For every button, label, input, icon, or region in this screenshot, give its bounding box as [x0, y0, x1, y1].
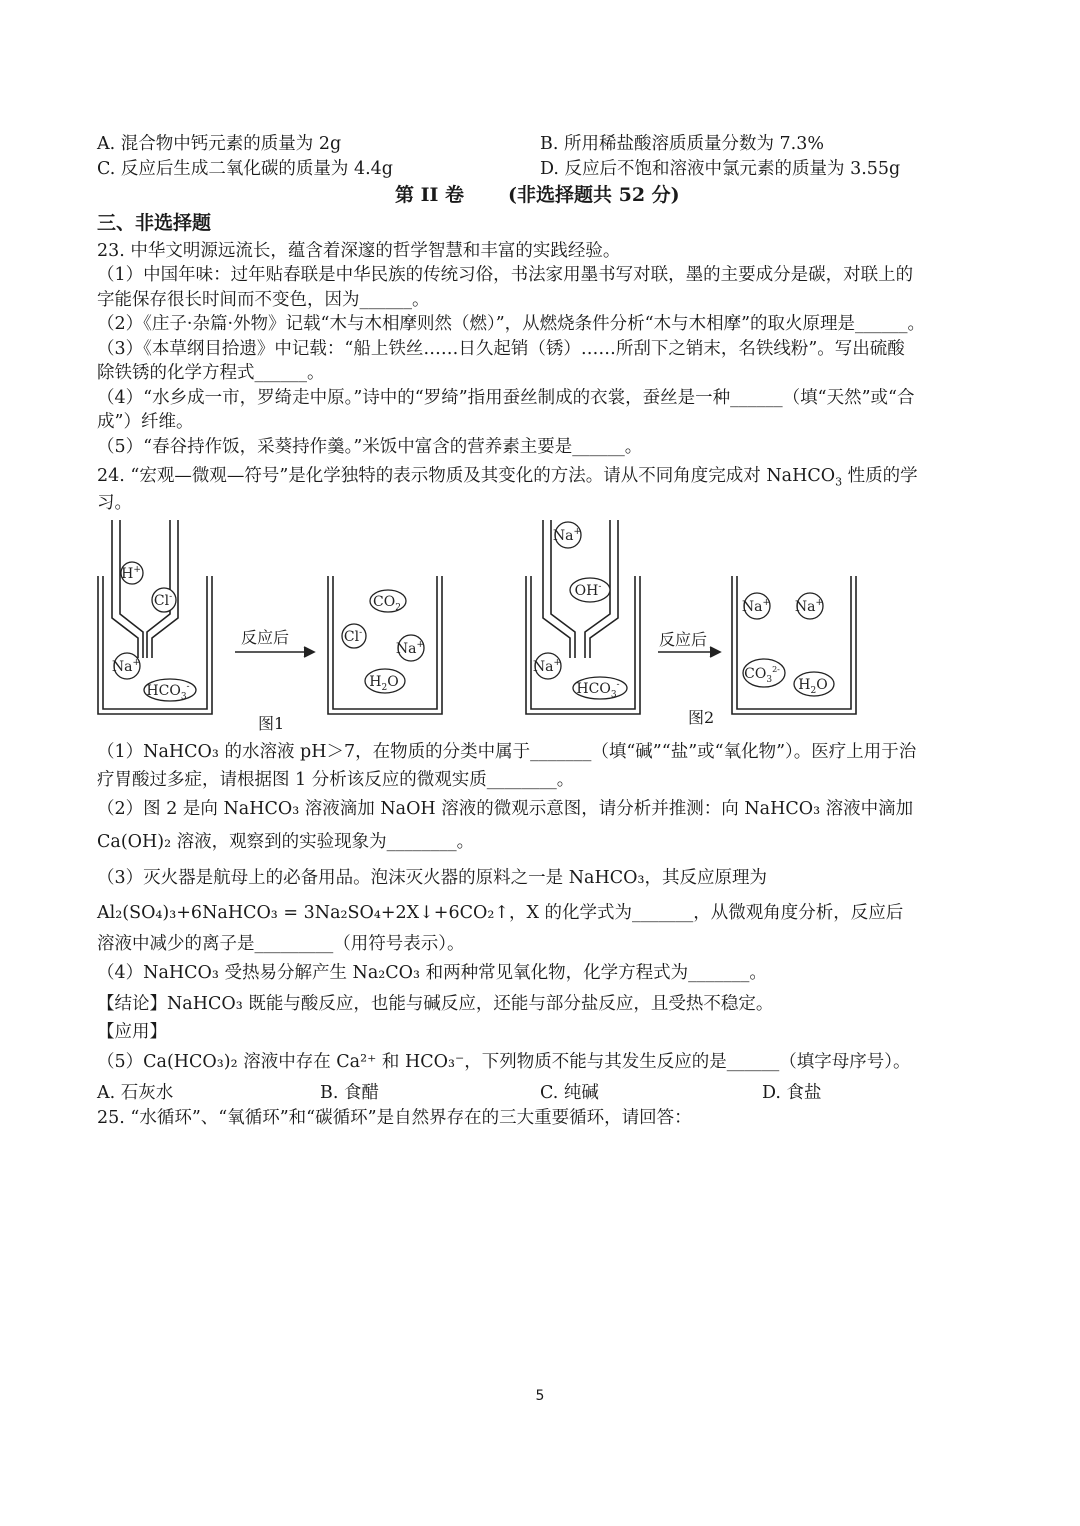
q24-p2-line1: （2）图 2 是向 NaHCO₃ 溶液滴加 NaOH 溶液的微观示意图，请分析并推测：向 NaHCO₃ 溶液中滴加: [97, 799, 914, 819]
q24-option-a: A. 石灰水: [97, 1083, 174, 1103]
section-title: 三、非选择题: [97, 212, 212, 234]
q24-p3-line1: （3）灭火器是航母上的必备用品。泡沫灭火器的原料之一是 NaHCO₃，其反应原理为: [97, 868, 767, 888]
fig2-ion-na-r2: Na+: [794, 598, 824, 615]
fig2-ion-na-r1: Na+: [741, 598, 771, 615]
volume-title: 第 II 卷: [395, 184, 465, 206]
q24-conclusion: 【结论】NaHCO₃ 既能与酸反应，也能与碱反应，还能与部分盐反应，且受热不稳定。: [97, 994, 774, 1014]
fig1-ion-na-2: Na+: [395, 640, 425, 657]
q23-p2: （2）《庄子·杂篇·外物》记载“木与木相摩则然（燃）”，从燃烧条件分析“木与木相摩”的取火原理是______。: [97, 314, 926, 334]
fig2-arrow-label: 反应后: [659, 630, 708, 649]
q24-p3-line3: 溶液中减少的离子是_________（用符号表示）。: [97, 934, 465, 954]
q24-stem-text: 24. “宏观—微观—符号”是化学独特的表示物质及其变化的方法。请从不同角度完成对 NaHCO: [97, 466, 836, 486]
fig1-ion-na: Na+: [111, 658, 141, 675]
fig1-caption: 图1: [258, 714, 285, 733]
option-a: A. 混合物中钙元素的质量为 2g: [97, 134, 342, 154]
fig1-mol-co2: $CO_2$: [373, 594, 401, 613]
volume-subtitle: (非选择题共 52 分): [508, 184, 680, 206]
q24-stem-sub: 3: [835, 475, 843, 489]
option-d: D. 反应后不饱和溶液中氯元素的质量为 3.55g: [540, 159, 901, 179]
option-c: C. 反应后生成二氧化碳的质量为 4.4g: [97, 159, 393, 179]
q24-stem-tail: 性质的学: [842, 466, 918, 486]
fig1-ion-cl-2: Cl-: [343, 628, 363, 645]
fig1-ion-cl: Cl-: [153, 592, 173, 609]
q23-p4-line1: （4）“水乡成一市，罗绮走中原。”诗中的“罗绮”指用蚕丝制成的衣裳，蚕丝是一种______（填“天然”或“合: [97, 388, 915, 408]
q24-stem-line2: 习。: [97, 493, 132, 513]
q23-stem: 23. 中华文明源远流长，蕴含着深邃的哲学智慧和丰富的实践经验。: [97, 241, 621, 261]
fig1-ion-h: H+: [121, 565, 141, 582]
fig2-ion-oh: OH-: [574, 582, 602, 599]
q24-option-c: C. 纯碱: [540, 1083, 599, 1103]
fig2-caption: 图2: [688, 708, 715, 727]
q23-p1-line1: （1）中国年味：过年贴春联是中华民族的传统习俗，书法家用墨书写对联，墨的主要成分是碳，对联上的: [97, 265, 914, 285]
q23-p5: （5）“春谷持作饭，采葵持作羹。”米饭中富含的营养素主要是______。: [97, 437, 643, 457]
fig1-ion-hco3: $HCO_3^-$: [146, 682, 190, 702]
q24-stem-line1: [97, 464, 918, 495]
q24-p3-line2: Al₂(SO₄)₃+6NaHCO₃ = 3Na₂SO₄+2X↓+6CO₂↑，X 的化学式为_______，从微观角度分析，反应后: [97, 903, 904, 923]
q24-option-b: B. 食醋: [320, 1083, 379, 1103]
q23-p3-line1: （3）《本草纲目拾遗》中记载：“船上铁丝……日久起销（锈）……所刮下之销末，名铁线粉”。写出硫酸: [97, 339, 905, 359]
fig2-ion-co3: $CO_3^{2-}$: [744, 665, 780, 685]
fig2-mol-h2o: $H_2O$: [798, 677, 828, 696]
fig1-arrow-label: 反应后: [241, 628, 290, 647]
q24-application: 【应用】: [97, 1022, 167, 1042]
q23-p3-line2: 除铁锈的化学方程式______。: [97, 363, 325, 383]
fig2-ion-na: Na+: [532, 658, 562, 675]
q24-p5: （5）Ca(HCO₃)₂ 溶液中存在 Ca²⁺ 和 HCO₃⁻，下列物质不能与其发生反应的是______（填字母序号）。: [97, 1052, 911, 1072]
q24-p1-line1: （1）NaHCO₃ 的水溶液 pH＞7，在物质的分类中属于_______（填“碱”“盐”或“氧化物”）。医疗上用于治: [97, 742, 917, 762]
fig2-ion-hco3: $HCO_3^-$: [576, 680, 620, 700]
option-b: B. 所用稀盐酸溶质质量分数为 7.3%: [540, 134, 825, 154]
q24-p4: （4）NaHCO₃ 受热易分解产生 Na₂CO₃ 和两种常见氧化物，化学方程式为_______。: [97, 963, 767, 983]
q24-p1-line2: 疗胃酸过多症，请根据图 1 分析该反应的微观实质________。: [97, 770, 575, 790]
q23-p4-line2: 成”）纤维。: [97, 412, 194, 432]
fig2-ion-na-top: Na+: [552, 527, 582, 544]
q24-p2-line2: Ca(OH)₂ 溶液，观察到的实验现象为________。: [97, 832, 475, 852]
q23-p1-line2: 字能保存很长时间而不变色，因为______。: [97, 290, 430, 310]
page-number: 5: [535, 1388, 545, 1404]
fig1-mol-h2o: $H_2O$: [369, 674, 399, 693]
q24-option-d: D. 食盐: [762, 1083, 822, 1103]
q25-stem: 25. “水循环”、“氧循环”和“碳循环”是自然界存在的三大重要循环，请回答：: [97, 1108, 692, 1128]
fig1-dropper: [112, 520, 138, 658]
